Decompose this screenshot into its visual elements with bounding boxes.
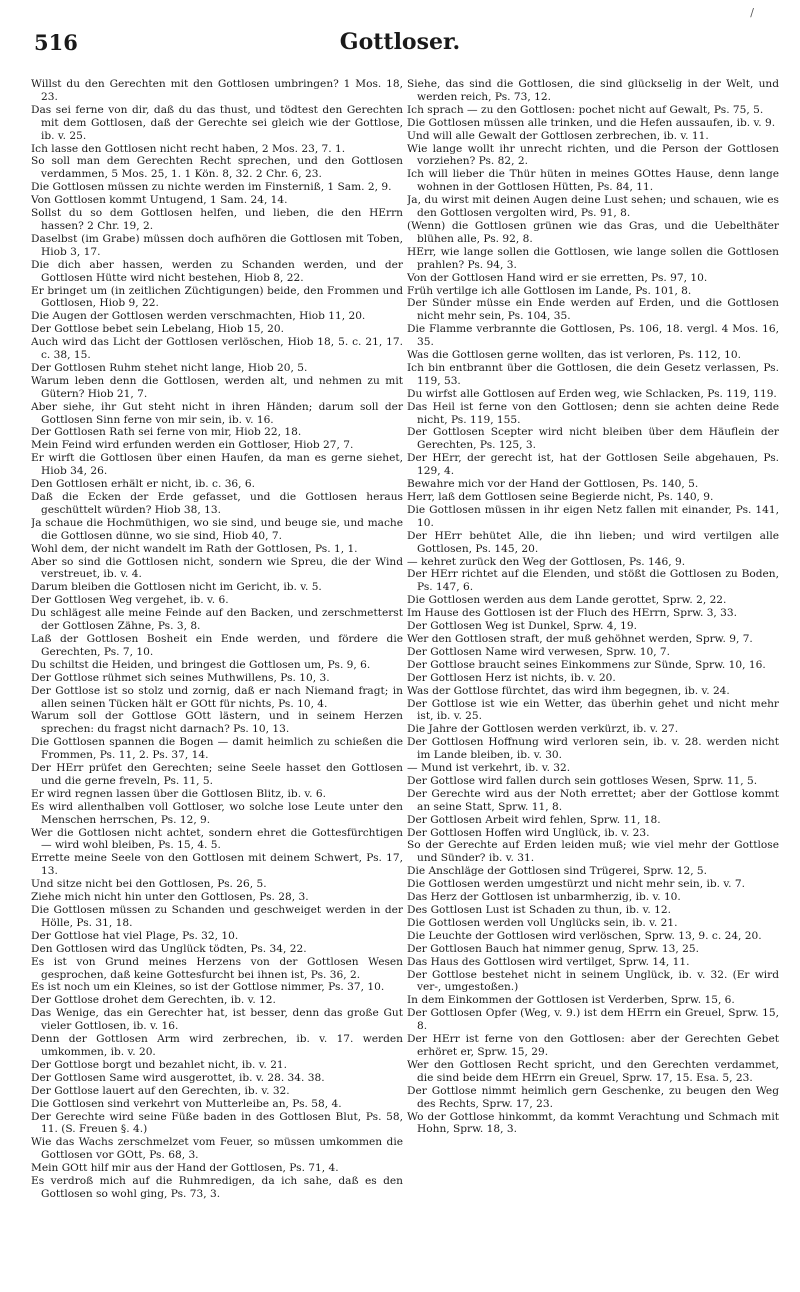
concordance-entry: Das Haus des Gottlosen wird vertilget, Sprw. 14, 11. xyxy=(407,955,690,968)
concordance-entry: So soll man dem Gerechten Recht sprechen, und den Gottlosen verdammen, 5 Mos. 25, 1. 1 Kön. 8, 32. 2 Chr. 6, 23. xyxy=(31,155,403,181)
concordance-entry: Bewahre mich vor der Hand der Gottlosen, Ps. 140, 5. xyxy=(407,478,699,491)
concordance-entry: Wie das Wachs zerschmelzet vom Feuer, so müssen umkommen die Gottlosen vor GOtt, Ps. 68, 3. xyxy=(31,1136,403,1162)
concordance-entry: Du schlägest alle meine Feinde auf den Backen, und zerschmetterst der Gottlosen Zähne, Ps. 3, 8. xyxy=(31,607,403,633)
concordance-entry: In dem Einkommen der Gottlosen ist Verderben, Sprw. 15, 6. xyxy=(407,994,735,1007)
concordance-entry: Der HErr behütet Alle, die ihn lieben; und wird vertilgen alle Gottlosen, Ps. 145, 20. xyxy=(407,529,779,555)
concordance-entry: Der Gottlose ist so stolz und zornig, daß er nach Niemand fragt; in allen seinen Tücken hält er GOtt für nichts, Ps. 10, 4. xyxy=(31,684,403,710)
concordance-entry: Der HErr prüfet den Gerechten; seine Seele hasset den Gottlosen und die gerne freveln, Ps. 11, 5. xyxy=(31,762,403,787)
concordance-entry: Die Gottlosen werden voll Unglücks sein, ib. v. 21. xyxy=(407,916,678,929)
concordance-entry: Der Gerechte wird aus der Noth errettet; aber der Gottlose kommt an seine Statt, Sprw. 11, 8. xyxy=(407,787,779,813)
concordance-entry: Willst du den Gerechten mit den Gottlosen umbringen? 1 Mos. 18, 23. xyxy=(31,78,403,103)
concordance-entry: HErr, wie lange sollen die Gottlosen, wie lange sollen die Gottlosen prahlen? Ps. 94, 3. xyxy=(407,245,779,271)
concordance-entry: Der Gottlosen Herz ist nichts, ib. v. 20. xyxy=(407,671,616,684)
concordance-entry: Der Gerechte wird seine Füße baden in des Gottlosen Blut, Ps. 58, 11. (S. Freuen §. 4.) xyxy=(31,1110,403,1136)
concordance-entry: Die Anschläge der Gottlosen sind Trügerei, Sprw. 12, 5. xyxy=(407,865,708,878)
concordance-entry: Mein GOtt hilf mir aus der Hand der Gottlosen, Ps. 71, 4. xyxy=(31,1162,339,1175)
concordance-entry: Der Gottlosen Rath sei ferne von mir, Hiob 22, 18. xyxy=(31,426,302,439)
concordance-entry: So der Gerechte auf Erden leiden muß; wie viel mehr der Gottlose und Sünder? ib. v. 31. xyxy=(407,839,779,865)
concordance-entry: Er bringet um (in zeitlichen Züchtigungen) beide, den Frommen und Gottlosen, Hiob 9, 22. xyxy=(31,284,403,310)
concordance-entry: Wer die Gottlosen nicht achtet, sondern ehret die Gottesfürchtigen — wird wohl bleiben, Ps. 15, 4. 5. xyxy=(31,826,403,852)
concordance-entry: Darum bleiben die Gottlosen nicht im Gericht, ib. v. 5. xyxy=(31,581,322,594)
concordance-entry: Laß der Gottlosen Bosheit ein Ende werden, und fördere die Gerechten, Ps. 7, 10. xyxy=(31,632,403,658)
concordance-entry: Den Gottlosen wird das Unglück tödten, Ps. 34, 22. xyxy=(31,942,307,955)
concordance-entry: Der Gottlose wird fallen durch sein gottloses Wesen, Sprw. 11, 5. xyxy=(407,774,758,787)
concordance-entry: Die Gottlosen müssen zu Schanden und geschweiget werden in der Hölle, Ps. 31, 18. xyxy=(31,904,403,929)
concordance-entry: Ich will lieber die Thür hüten in meines GOttes Hause, denn lange wohnen in der Gottlosen Hütten, Ps. 84, 11. xyxy=(407,168,779,194)
concordance-entry: Der Gottlose borgt und bezahlet nicht, ib. v. 21. xyxy=(31,1058,288,1071)
concordance-entry: Der Gottlose bestehet nicht in seinem Unglück, ib. v. 32. (Er wird ver-, umgestoßen.) xyxy=(407,968,779,994)
concordance-entry: Das Wenige, das ein Gerechter hat, ist besser, denn das große Gut vieler Gottlosen, ib. v. 16. xyxy=(31,1007,403,1033)
concordance-entry: Mein Feind wird erfunden werden ein Gottloser, Hiob 27, 7. xyxy=(31,439,354,452)
concordance-entry: Der Gottlosen Weg vergehet, ib. v. 6. xyxy=(31,594,229,607)
concordance-entry: Ja, du wirst mit deinen Augen deine Lust sehen; und schauen, wie es den Gottlosen vergolten wird, Ps. 91, 8. xyxy=(407,194,779,220)
concordance-entry: Auch wird das Licht der Gottlosen verlöschen, Hiob 18, 5. c. 21, 17. c. 38, 15. xyxy=(31,336,403,362)
concordance-entry: Du schiltst die Heiden, und bringest die Gottlosen um, Ps. 9, 6. xyxy=(31,658,371,671)
concordance-entry: Das sei ferne von dir, daß du das thust, und tödtest den Gerechten mit dem Gottlosen, daß der Gerechte sei gleich wie der Gottlose, ib. v. 25. xyxy=(31,103,403,142)
concordance-entry: Errette meine Seele von den Gottlosen mit deinem Schwert, Ps. 17, 13. xyxy=(31,852,403,878)
concordance-entry: Der Gottlosen Hoffnung wird verloren sein, ib. v. 28. werden nicht im Lande bleiben, ib. v. 30. xyxy=(407,736,779,762)
concordance-entry: — kehret zurück den Weg der Gottlosen, Ps. 146, 9. xyxy=(407,555,686,568)
concordance-entry: Es verdroß mich auf die Ruhmredigen, da ich sahe, daß es den Gottlosen so wohl ging, Ps. 73, 3. xyxy=(31,1175,403,1200)
concordance-entry: Ich sprach — zu den Gottlosen: pochet nicht auf Gewalt, Ps. 75, 5. xyxy=(407,103,764,116)
concordance-entry: Ziehe mich nicht hin unter den Gottlosen, Ps. 28, 3. xyxy=(31,891,309,904)
concordance-entry: Der Gottlose hat viel Plage, Ps. 32, 10. xyxy=(31,929,239,942)
concordance-entry: Es wird allenthalben voll Gottloser, wo solche lose Leute unter den Menschen herrschen, Ps. 12, 9. xyxy=(31,800,403,826)
concordance-entry: Daselbst (im Grabe) müssen doch aufhören die Gottlosen mit Toben, Hiob 3, 17. xyxy=(31,232,403,258)
corner-mark: / xyxy=(750,6,754,19)
concordance-entry: Früh vertilge ich alle Gottlosen im Lande, Ps. 101, 8. xyxy=(407,284,692,297)
concordance-entry: Die Gottlosen spannen die Bogen — damit heimlich zu schießen die Frommen, Ps. 11, 2. Ps. 37, 14. xyxy=(31,736,403,762)
concordance-entry: Der Gottlose drohet dem Gerechten, ib. v. 12. xyxy=(31,994,276,1007)
concordance-entry: Der Gottlose nimmt heimlich gern Geschenke, zu beugen den Weg des Rechts, Sprw. 17, 23. xyxy=(407,1084,779,1110)
concordance-entry: Die Augen der Gottlosen werden verschmachten, Hiob 11, 20. xyxy=(31,310,366,323)
concordance-entry: Im Hause des Gottlosen ist der Fluch des HErrn, Sprw. 3, 33. xyxy=(407,607,738,620)
concordance-entry: Wer den Gottlosen straft, der muß gehöhnet werden, Sprw. 9, 7. xyxy=(407,632,753,645)
concordance-entry: Wohl dem, der nicht wandelt im Rath der Gottlosen, Ps. 1, 1. xyxy=(31,542,358,555)
left-column xyxy=(31,78,403,1282)
concordance-entry: Wo der Gottlose hinkommt, da kommt Verachtung und Schmach mit Hohn, Sprw. 18, 3. xyxy=(407,1110,779,1136)
page-number: 516 xyxy=(34,30,78,55)
concordance-entry: Ich lasse den Gottlosen nicht recht haben, 2 Mos. 23, 7. 1. xyxy=(31,142,346,155)
concordance-entry: Der Gottlosen Arbeit wird fehlen, Sprw. 11, 18. xyxy=(407,813,661,826)
concordance-entry: Der HErr richtet auf die Elenden, und stößt die Gottlosen zu Boden, Ps. 147, 6. xyxy=(407,568,779,594)
concordance-entry: Er wird regnen lassen über die Gottlosen Blitz, ib. v. 6. xyxy=(31,787,327,800)
concordance-entry: Die Gottlosen müssen in ihr eigen Netz fallen mit einander, Ps. 141, 10. xyxy=(407,503,779,529)
concordance-entry: Die Gottlosen werden aus dem Lande gerottet, Sprw. 2, 22. xyxy=(407,594,727,607)
concordance-entry: Denn der Gottlosen Arm wird zerbrechen, ib. v. 17. werden umkommen, ib. v. 20. xyxy=(31,1033,403,1058)
concordance-entry: Siehe, das sind die Gottlosen, die sind glückselig in der Welt, und werden reich, Ps. 73, 12. xyxy=(407,78,779,103)
concordance-entry: Was der Gottlose fürchtet, das wird ihm begegnen, ib. v. 24. xyxy=(407,684,730,697)
concordance-entry: Die Jahre der Gottlosen werden verkürzt, ib. v. 27. xyxy=(407,723,679,736)
concordance-entry: Und will alle Gewalt der Gottlosen zerbrechen, ib. v. 11. xyxy=(407,129,709,142)
concordance-entry: Die Gottlosen werden umgestürzt und nicht mehr sein, ib. v. 7. xyxy=(407,878,745,891)
concordance-entry: — Mund ist verkehrt, ib. v. 32. xyxy=(407,762,571,775)
concordance-entry: Den Gottlosen erhält er nicht, ib. c. 36, 6. xyxy=(31,478,256,491)
concordance-entry: Das Heil ist ferne von den Gottlosen; denn sie achten deine Rede nicht, Ps. 119, 155. xyxy=(407,400,779,426)
concordance-entry: Der Gottlosen Hoffen wird Unglück, ib. v. 23. xyxy=(407,826,650,839)
concordance-entry: Daß die Ecken der Erde gefasset, und die Gottlosen heraus geschüttelt würden? Hiob 38, 13. xyxy=(31,491,403,516)
concordance-entry: Aber siehe, ihr Gut steht nicht in ihren Händen; darum soll der Gottlosen Sinn ferne von mir sein, ib. v. 16. xyxy=(31,400,403,426)
concordance-entry: Des Gottlosen Lust ist Schaden zu thun, ib. v. 12. xyxy=(407,904,671,916)
concordance-entry: Der Gottlosen Ruhm stehet nicht lange, Hiob 20, 5. xyxy=(31,361,308,374)
concordance-entry: Die Gottlosen müssen zu nichte werden im Finsterniß, 1 Sam. 2, 9. xyxy=(31,181,392,194)
concordance-entry: Er wirft die Gottlosen über einen Haufen, da man es gerne siehet, Hiob 34, 26. xyxy=(31,452,403,478)
concordance-entry: Die Flamme verbrannte die Gottlosen, Ps. 106, 18. vergl. 4 Mos. 16, 35. xyxy=(407,323,779,349)
concordance-entry: Der Gottlosen Name wird verwesen, Sprw. 10, 7. xyxy=(407,645,671,658)
concordance-entry: Es ist von Grund meines Herzens von der Gottlosen Wesen gesprochen, daß keine Gottesfurcht bei ihnen ist, Ps. 36, 2. xyxy=(31,955,403,981)
concordance-entry: Was die Gottlosen gerne wollten, das ist verloren, Ps. 112, 10. xyxy=(407,349,741,362)
concordance-entry: Das Herz der Gottlosen ist unbarmherzig, ib. v. 10. xyxy=(407,891,681,904)
concordance-entry: Wie lange wollt ihr unrecht richten, und die Person der Gottlosen vorziehen? Ps. 82, 2. xyxy=(407,142,779,168)
concordance-entry: Der Gottlosen Same wird ausgerottet, ib. v. 28. 34. 38. xyxy=(31,1071,325,1084)
concordance-entry: Sollst du so dem Gottlosen helfen, und lieben, die den HErrn hassen? 2 Chr. 19, 2. xyxy=(31,207,403,232)
concordance-entry: Der Gottlose lauert auf den Gerechten, ib. v. 32. xyxy=(31,1084,290,1097)
concordance-entry: Es ist noch um ein Kleines, so ist der Gottlose nimmer, Ps. 37, 10. xyxy=(31,981,385,994)
concordance-entry: Herr, laß dem Gottlosen seine Begierde nicht, Ps. 140, 9. xyxy=(407,491,714,503)
concordance-entry: Von Gottlosen kommt Untugend, 1 Sam. 24, 14. xyxy=(31,194,288,207)
concordance-entry: Aber so sind die Gottlosen nicht, sondern wie Spreu, die der Wind verstreuet, ib. v. 4. xyxy=(31,555,403,581)
concordance-entry: Der Gottlose braucht seines Einkommens zur Sünde, Sprw. 10, 16. xyxy=(407,658,766,671)
concordance-entry: Der Gottlosen Bauch hat nimmer genug, Sprw. 13, 25. xyxy=(407,942,699,955)
concordance-entry: Wer den Gottlosen Recht spricht, und den Gerechten verdammet, die sind beide dem HErrn ein Greuel, Sprw. 17, 15. Esa. 5, 23. xyxy=(407,1058,779,1084)
concordance-entry: Du wirfst alle Gottlosen auf Erden weg, wie Schlacken, Ps. 119, 119. xyxy=(407,387,777,400)
concordance-entry: Ja schaue die Hochmüthigen, wo sie sind, und beuge sie, und mache die Gottlosen dünne, wo sie sind, Hiob 40, 7. xyxy=(31,516,403,542)
concordance-entry: Die Leuchte der Gottlosen wird verlöschen, Sprw. 13, 9. c. 24, 20. xyxy=(407,929,762,942)
concordance-entry: Der Gottlosen Opfer (Weg, v. 9.) ist dem HErrn ein Greuel, Sprw. 15, 8. xyxy=(407,1007,779,1033)
concordance-entry: Warum leben denn die Gottlosen, werden alt, und nehmen zu mit Gütern? Hiob 21, 7. xyxy=(31,374,403,400)
concordance-entry: Der Gottlose rühmet sich seines Muthwillens, Ps. 10, 3. xyxy=(31,671,330,684)
concordance-entry: Ich bin entbrannt über die Gottlosen, die dein Gesetz verlassen, Ps. 119, 53. xyxy=(407,361,779,387)
right-column xyxy=(407,78,779,1282)
concordance-entry: Die dich aber hassen, werden zu Schanden werden, und der Gottlosen Hütte wird nicht bestehen, Hiob 8, 22. xyxy=(31,258,403,284)
concordance-entry: Der HErr, der gerecht ist, hat der Gottlosen Seile abgehauen, Ps. 129, 4. xyxy=(407,452,779,478)
concordance-entry: Und sitze nicht bei den Gottlosen, Ps. 26, 5. xyxy=(31,878,267,891)
concordance-entry: Von der Gottlosen Hand wird er sie erretten, Ps. 97, 10. xyxy=(407,271,708,284)
concordance-entry: Der Gottlose ist wie ein Wetter, das überhin gehet und nicht mehr ist, ib. v. 25. xyxy=(407,697,779,723)
concordance-entry: Der HErr ist ferne von den Gottlosen: aber der Gerechten Gebet erhöret er, Sprw. 15, 29. xyxy=(407,1033,779,1058)
concordance-entry: Warum soll der Gottlose GOtt lästern, und in seinem Herzen sprechen: du fragst nicht darnach? Ps. 10, 13. xyxy=(31,710,403,736)
concordance-entry: Der Sünder müsse ein Ende werden auf Erden, und die Gottlosen nicht mehr sein, Ps. 104, 35. xyxy=(407,297,779,323)
concordance-entry: Der Gottlose bebet sein Lebelang, Hiob 15, 20. xyxy=(31,323,285,336)
concordance-entry: Der Gottlosen Weg ist Dunkel, Sprw. 4, 19. xyxy=(407,620,638,633)
concordance-entry: Die Gottlosen sind verkehrt von Mutterleibe an, Ps. 58, 4. xyxy=(31,1097,342,1110)
concordance-entry: Der Gottlosen Scepter wird nicht bleiben über dem Häuflein der Gerechten, Ps. 125, 3. xyxy=(407,426,779,452)
concordance-entry: (Wenn) die Gottlosen grünen wie das Gras, und die Uebelthäter blühen alle, Ps. 92, 8. xyxy=(407,219,779,245)
concordance-entry: Die Gottlosen müssen alle trinken, und die Hefen aussaufen, ib. v. 9. xyxy=(407,116,776,129)
running-headword: Gottloser. xyxy=(339,29,461,55)
